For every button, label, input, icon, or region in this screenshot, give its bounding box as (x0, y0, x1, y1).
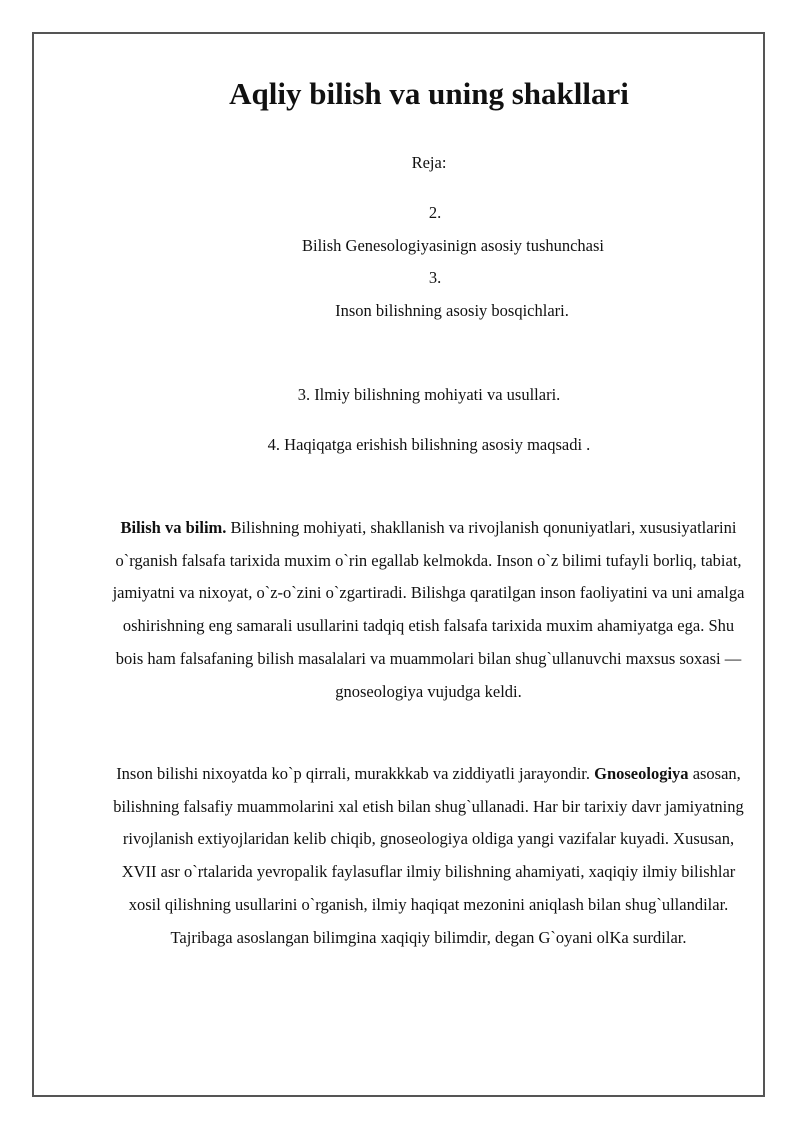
document-title: Aqliy bilish va uning shakllari (229, 76, 629, 111)
paragraph-bold-lead: Bilish va bilim. (120, 518, 227, 537)
plan-item-3-text: 3. Ilmiy bilishning mohiyati va usullari. (297, 385, 561, 404)
plan-label: Reja: (411, 153, 447, 172)
paragraph-bold-term: Gnoseologiya (594, 764, 689, 783)
plan-item-1-text: Bilish Genesologiyasinign asosiy tushunchasi (301, 236, 605, 255)
paragraph-gnoseologiya (110, 758, 747, 954)
plan-item-1-number: 2. (428, 203, 442, 222)
plan-item-4-text: 4. Haqiqatga erishish bilishning asosiy maqsadi . (267, 435, 591, 454)
plan-item-2-number: 3. (428, 268, 442, 287)
plan-item-2-text: Inson bilishning asosiy bosqichlari. (335, 301, 569, 320)
paragraph-text: Bilishning mohiyati, shakllanish va rivojlanish qonuniyatlari, xususiyatlarini o`rganish falsafa tarixida muxim o`rin egallab kelmokda. Inson o`z bilimi tufayli borliq, tabiat, jamiyatni va nixoyat, o`z-o`zini o`zgartiradi. Bilishga qaratilgan inson faoliyatini va uni amalga oshirishning eng samarali usullarini tadqiq etish falsafa tarixida muxim ahamiyatga ega. Shu bois ham falsafaning bilish masalalari va muammolari bilan shug`ullanuvchi maxsus soxasi — gnoseologiya vujudga keldi. (112, 518, 745, 701)
paragraph-text-after: asosan, bilishning falsafiy muammolarini xal etish bilan shug`ullanadi. Har bir tarixiy davr jamiyatning rivojlanish extiyojlaridan kelib chiqib, gnoseologiya oldiga yangi vazifalar kuyadi. Xususan, XVII asr o`rtalarida yevropalik faylasuflar ilmiy bilishning ahamiyati, xaqiqiy ilmiy bilishlar xosil qilishning usullarini o`rganish, ilmiy haqiqat mezonini aniqlash bilan shug`ullandilar. Tajribaga asoslangan bilimgina xaqiqiy bilimdir, degan G`oyani olKa surdilar. (113, 764, 744, 947)
paragraph-text-before: Inson bilishi nixoyatda ko`p qirrali, murakkkab va ziddiyatli jarayondir. (116, 764, 595, 783)
paragraph-bilish-va-bilim (110, 512, 747, 708)
